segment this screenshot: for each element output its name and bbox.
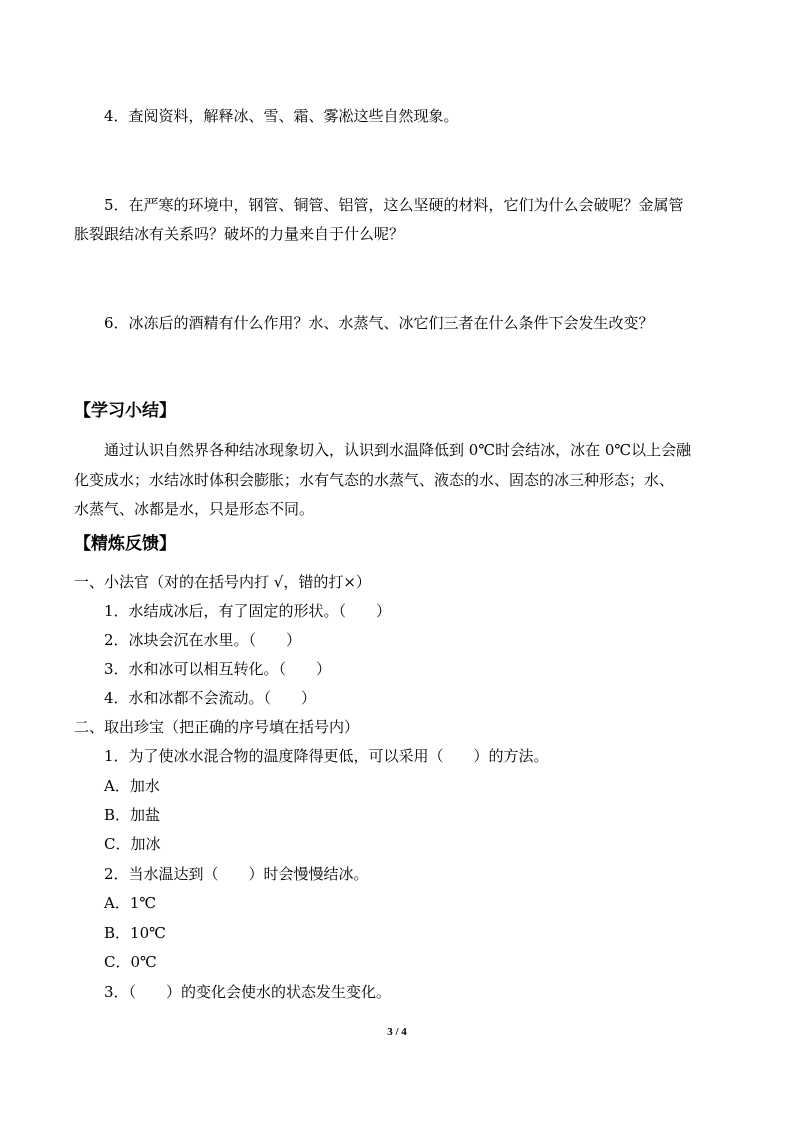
summary-line-2: 化变成水；水结冰时体积会膨胀；水有气态的水蒸气、液态的水、固态的冰三种形态；水、 [74,471,675,489]
section-2-question-1: 1．为了使冰水混合物的温度降得更低，可以采用（ ）的方法。 [104,747,549,765]
option: A．加水 [104,777,160,795]
section-2-question-2: 2．当水温达到（ ）时会慢慢结冰。 [104,865,369,883]
section-1-title: 一、小法官（对的在括号内打 √，错的打×） [74,573,371,591]
question-5-line-1: 5．在严寒的环境中，钢管、铜管、铝管，这么坚硬的材料，它们为什么会破呢？金属管 [104,196,684,214]
section-1-item: 3．水和冰可以相互转化。（ ） [104,660,332,678]
option: B．加盐 [104,806,161,824]
option: C．加冰 [104,835,161,853]
summary-line-3: 水蒸气、冰都是水，只是形态不同。 [74,500,315,518]
summary-heading: 【学习小结】 [74,401,176,421]
question-5-line-2: 胀裂跟结冰有关系吗？破坏的力量来自于什么呢？ [74,225,405,243]
option: C．0℃ [104,953,157,971]
section-2-title: 二、取出珍宝（把正确的序号填在括号内） [74,718,360,736]
option: B．10℃ [104,924,166,942]
question-6: 6．冰冻后的酒精有什么作用？水、水蒸气、冰它们三者在什么条件下会发生改变？ [104,314,654,332]
page-number: 3 / 4 [387,1026,407,1038]
question-4: 4．查阅资料，解释冰、雪、霜、雾凇这些自然现象。 [104,107,459,125]
summary-line-1: 通过认识自然界各种结冰现象切入，认识到水温降低到 0℃时会结冰，冰在 0℃以上会融 [104,441,692,459]
section-1-item: 1．水结成冰后，有了固定的形状。（ ） [104,602,392,620]
section-2-question-3: 3．（ ）的变化会使水的状态发生变化。 [104,983,392,1001]
practice-heading: 【精炼反馈】 [74,534,176,554]
option: A．1℃ [104,894,157,912]
section-1-item: 2．冰块会沉在水里。（ ） [104,631,302,649]
section-1-item: 4．水和冰都不会流动。（ ） [104,689,317,707]
